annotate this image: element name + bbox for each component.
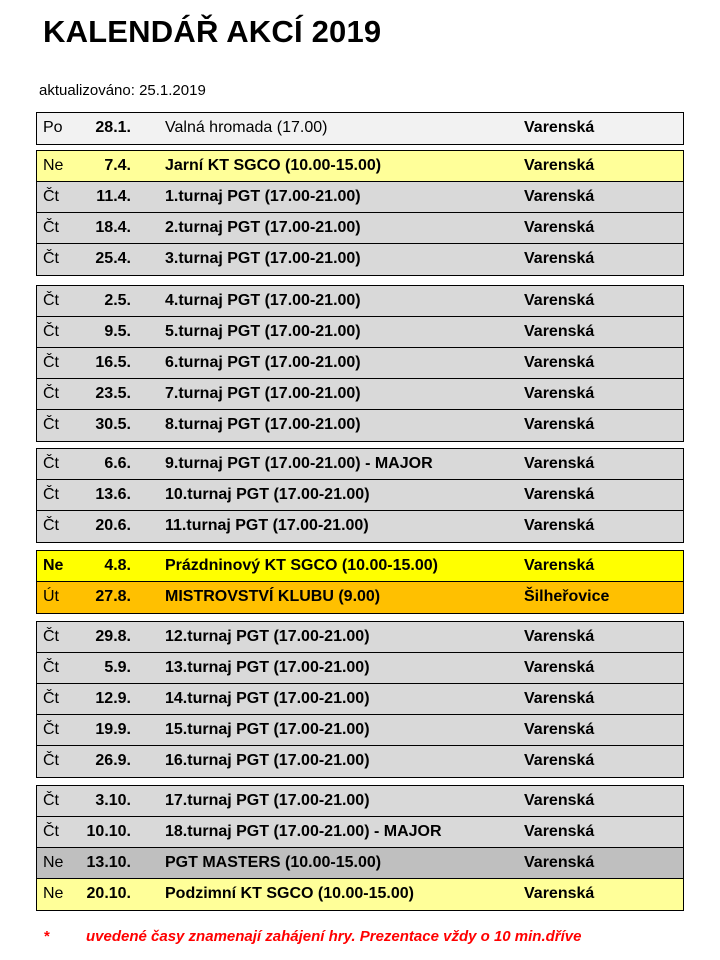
event-name: 14.turnaj PGT (17.00-21.00) bbox=[165, 690, 370, 707]
event-name: 12.turnaj PGT (17.00-21.00) bbox=[165, 628, 370, 645]
event-day: Čt bbox=[43, 250, 59, 267]
event-place: Varenská bbox=[524, 721, 595, 738]
event-group bbox=[36, 448, 684, 543]
event-day: Čt bbox=[43, 354, 59, 371]
event-place: Varenská bbox=[524, 557, 595, 574]
event-date: 3.10. bbox=[95, 792, 131, 809]
event-place: Varenská bbox=[524, 157, 595, 174]
event-place: Varenská bbox=[524, 486, 595, 503]
event-day: Čt bbox=[43, 385, 59, 402]
event-date: 29.8. bbox=[95, 628, 131, 645]
event-date: 9.5. bbox=[104, 323, 131, 340]
event-date: 11.4. bbox=[96, 188, 131, 205]
event-day: Út bbox=[43, 588, 59, 605]
event-name: 4.turnaj PGT (17.00-21.00) bbox=[165, 292, 361, 309]
event-row bbox=[37, 622, 683, 653]
event-date: 10.10. bbox=[86, 823, 131, 840]
event-day: Čt bbox=[43, 416, 59, 433]
event-day: Čt bbox=[43, 323, 59, 340]
event-date: 26.9. bbox=[95, 752, 131, 769]
event-date: 5.9. bbox=[104, 659, 131, 676]
event-row bbox=[37, 653, 683, 684]
page-title: KALENDÁŘ AKCÍ 2019 bbox=[43, 14, 382, 49]
event-day: Ne bbox=[43, 854, 64, 871]
event-day: Čt bbox=[43, 690, 59, 707]
event-date: 23.5. bbox=[95, 385, 131, 402]
event-name: 8.turnaj PGT (17.00-21.00) bbox=[165, 416, 361, 433]
event-name: Prázdninový KT SGCO (10.00-15.00) bbox=[165, 557, 438, 574]
event-place: Varenská bbox=[524, 219, 595, 236]
event-place: Varenská bbox=[524, 885, 595, 902]
event-date: 16.5. bbox=[95, 354, 131, 371]
event-day: Čt bbox=[43, 292, 59, 309]
event-group bbox=[36, 621, 684, 778]
updated-date: aktualizováno: 25.1.2019 bbox=[39, 82, 206, 99]
event-date: 20.10. bbox=[86, 885, 131, 902]
event-row bbox=[37, 684, 683, 715]
event-place: Varenská bbox=[524, 517, 595, 534]
event-name: 7.turnaj PGT (17.00-21.00) bbox=[165, 385, 361, 402]
event-place: Varenská bbox=[524, 188, 595, 205]
event-name: 17.turnaj PGT (17.00-21.00) bbox=[165, 792, 370, 809]
event-date: 12.9. bbox=[95, 690, 131, 707]
event-day: Čt bbox=[43, 628, 59, 645]
event-place: Varenská bbox=[524, 854, 595, 871]
event-row bbox=[37, 715, 683, 746]
event-date: 13.10. bbox=[86, 854, 131, 871]
event-place: Varenská bbox=[524, 752, 595, 769]
event-group bbox=[36, 550, 684, 614]
event-row bbox=[37, 410, 683, 441]
event-place: Varenská bbox=[524, 792, 595, 809]
event-name: 6.turnaj PGT (17.00-21.00) bbox=[165, 354, 361, 371]
event-name: 16.turnaj PGT (17.00-21.00) bbox=[165, 752, 370, 769]
event-name: 13.turnaj PGT (17.00-21.00) bbox=[165, 659, 370, 676]
event-row bbox=[37, 286, 683, 317]
event-group bbox=[36, 112, 684, 145]
event-name: Valná hromada (17.00) bbox=[165, 119, 328, 136]
event-place: Varenská bbox=[524, 823, 595, 840]
event-name: 18.turnaj PGT (17.00-21.00) - MAJOR bbox=[165, 823, 442, 840]
event-day: Čt bbox=[43, 219, 59, 236]
event-name: MISTROVSTVÍ KLUBU (9.00) bbox=[165, 588, 381, 605]
event-name: 5.turnaj PGT (17.00-21.00) bbox=[165, 323, 361, 340]
event-row bbox=[37, 151, 683, 182]
event-date: 30.5. bbox=[95, 416, 131, 433]
event-date: 18.4. bbox=[95, 219, 131, 236]
event-row bbox=[37, 244, 683, 275]
event-date: 2.5. bbox=[104, 292, 131, 309]
event-name: 2.turnaj PGT (17.00-21.00) bbox=[165, 219, 361, 236]
event-row bbox=[37, 848, 683, 879]
event-date: 6.6. bbox=[104, 455, 131, 472]
footnote-star: * bbox=[44, 928, 50, 945]
event-name: 10.turnaj PGT (17.00-21.00) bbox=[165, 486, 370, 503]
event-place: Varenská bbox=[524, 354, 595, 371]
event-date: 4.8. bbox=[104, 557, 131, 574]
event-place: Varenská bbox=[524, 455, 595, 472]
event-row bbox=[37, 551, 683, 582]
event-name: 11.turnaj PGT (17.00-21.00) bbox=[165, 517, 369, 534]
event-name: 15.turnaj PGT (17.00-21.00) bbox=[165, 721, 370, 738]
event-day: Po bbox=[43, 119, 63, 136]
event-date: 25.4. bbox=[95, 250, 131, 267]
event-row bbox=[37, 213, 683, 244]
event-day: Čt bbox=[43, 486, 59, 503]
event-row bbox=[37, 480, 683, 511]
event-place: Šilheřovice bbox=[524, 588, 610, 605]
event-place: Varenská bbox=[524, 292, 595, 309]
event-name: 1.turnaj PGT (17.00-21.00) bbox=[165, 188, 361, 205]
event-row bbox=[37, 786, 683, 817]
event-day: Čt bbox=[43, 517, 59, 534]
event-day: Ne bbox=[43, 157, 64, 174]
event-day: Čt bbox=[43, 721, 59, 738]
event-day: Čt bbox=[43, 823, 59, 840]
event-name: 9.turnaj PGT (17.00-21.00) - MAJOR bbox=[165, 455, 433, 472]
event-row bbox=[37, 746, 683, 777]
event-name: 3.turnaj PGT (17.00-21.00) bbox=[165, 250, 361, 267]
event-place: Varenská bbox=[524, 323, 595, 340]
event-group bbox=[36, 150, 684, 276]
event-place: Varenská bbox=[524, 628, 595, 645]
event-day: Ne bbox=[43, 557, 64, 574]
event-day: Ne bbox=[43, 885, 64, 902]
event-row bbox=[37, 348, 683, 379]
event-name: PGT MASTERS (10.00-15.00) bbox=[165, 854, 382, 871]
event-row bbox=[37, 582, 683, 613]
event-row bbox=[37, 511, 683, 542]
event-date: 20.6. bbox=[95, 517, 131, 534]
event-day: Čt bbox=[43, 752, 59, 769]
event-place: Varenská bbox=[524, 385, 595, 402]
event-date: 27.8. bbox=[95, 588, 131, 605]
event-day: Čt bbox=[43, 455, 59, 472]
footnote bbox=[44, 928, 720, 945]
event-day: Čt bbox=[43, 188, 59, 205]
event-place: Varenská bbox=[524, 690, 595, 707]
event-date: 28.1. bbox=[95, 119, 131, 136]
event-group bbox=[36, 285, 684, 442]
footnote-text: uvedené časy znamenají zahájení hry. Prezentace vždy o 10 min.dříve bbox=[86, 928, 582, 945]
event-date: 19.9. bbox=[95, 721, 131, 738]
event-date: 7.4. bbox=[104, 157, 131, 174]
event-date: 13.6. bbox=[95, 486, 131, 503]
event-row bbox=[37, 449, 683, 480]
event-name: Podzimní KT SGCO (10.00-15.00) bbox=[165, 885, 414, 902]
event-place: Varenská bbox=[524, 119, 595, 136]
event-day: Čt bbox=[43, 659, 59, 676]
event-row bbox=[37, 317, 683, 348]
event-row bbox=[37, 379, 683, 410]
event-group bbox=[36, 785, 684, 911]
event-row bbox=[37, 879, 683, 910]
event-row bbox=[37, 817, 683, 848]
event-place: Varenská bbox=[524, 659, 595, 676]
event-row bbox=[37, 182, 683, 213]
event-place: Varenská bbox=[524, 416, 595, 433]
event-day: Čt bbox=[43, 792, 59, 809]
event-place: Varenská bbox=[524, 250, 595, 267]
event-row bbox=[37, 113, 683, 144]
event-name: Jarní KT SGCO (10.00-15.00) bbox=[165, 157, 382, 174]
